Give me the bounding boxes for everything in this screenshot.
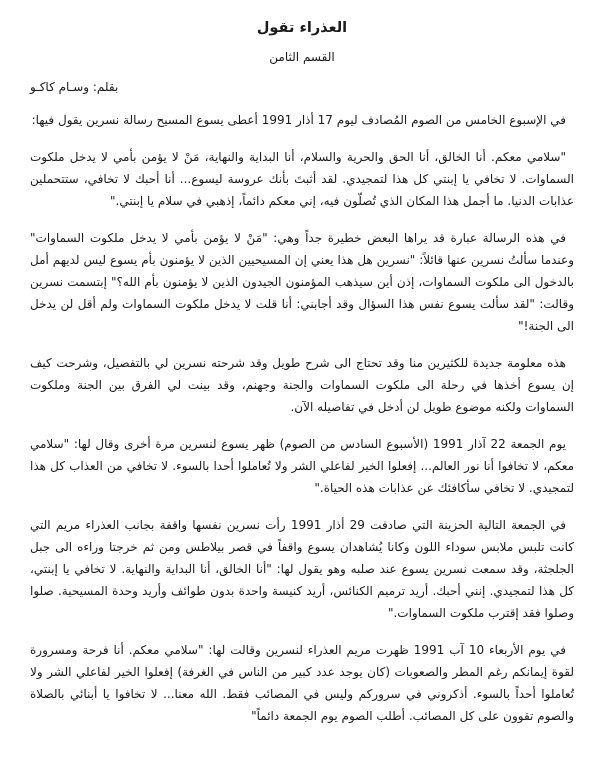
byline: بقلم: وسـام كاكـو <box>30 80 119 94</box>
page-title: العذراء تقول <box>256 20 348 36</box>
paragraph-explanation: هذه معلومة جديدة للكثيرين منا وقد تحتاج الى شرح طويل وقد شرحته نسرين لي بالتفصيل، وشرحت كيف إن يسوع أخذها في رحلة الى ملكوت السماوات والجنة وجهنم، وقد بينت لي الفرق بين الجنة وملكوت السماوات ولكنه موضوع طويل لن أدخل في تفاصيله الآن. <box>30 356 574 414</box>
paragraph-friday-march22: يوم الجمعة 22 آذار 1991 (الأسبوع السادس من الصوم) ظهر يسوع لنسرين مرة أخرى وقال لها: "سلامي معكم، لا تخافوا أنا نور العالم... إفعلوا الخير لفاعلي الشر ولا تُعاملوا أحدا بالسوء. لا تخافي من العذاب كل هذا لتمجيدي. لا تخافي سأكافئك عن عذابات هذه الحياة." <box>30 437 574 495</box>
paragraph-question-answer: في هذه الرسالة عبارة قد يراها البعض خطيرة جداً وهي: "مَنْ لا يؤمن بأمي لا يدخل ملكوت السماوات" وعندما سألتُ نسرين عنها قائلاً: "نسرين هل هذا يعني إن المسيحيين الذين لا يؤمنون بأم يسوع ليس لديهم أمل بالدخول الى ملكوت السماوات، إذن أين سيذهب المؤمنون الجيدون الذين لا يؤمنون بأم الله؟" إبتسمت نسرين وقالت: "لقد سألت يسوع نفس هذا السؤال وقد أجابني: أنا قلت لا يدخل ملكوت السماوات ولم أقل لن يدخل الى الجنة!" <box>30 231 574 333</box>
paragraph-august10-message: في يوم الأربعاء 10 آب 1991 ظهرت مريم العذراء لنسرين وقالت لها: "سلامي معكم. أنا فرحة ومسرورة لقوة إيمانكم رغم المطر والصعوبات (كان يوجد عدد كبير من الناس في الغرفة) إفعلوا الخير لفاعلي الشر ولا تُعاملوا أحداً بالسوء. أذكروني في سروركم وليس في المصائب فقط. الله معنا... لا تخافوا يا أبنائي بالصلاة والصوم تقوون على كل المصائب. أطلب الصوم يوم الجمعة دائماً" <box>30 643 574 723</box>
paragraph-good-friday-vision: في الجمعة التالية الحزينة التي صادفت 29 أذار 1991 رأت نسرين نفسها واقفة بجانب العذراء مريم التي كانت تلبس ملابس سوداء اللون وكانا يُشاهدان يسوع واقفاً في قصر بيلاطس ومن ثم خرجتا وراءه الى جبل الجلجثة، وقد سمعت نسرين يسوع عند صلبه وهو يقول لها: "أنا الخالق، أنا البداية والنهاية. لا تخافي يا إبنتي، كل هذا لتمجيدي. إنني أحبك. أريد ترميم الكنائس، أريد كنيسة واحدة بدون طوائف وأريد وحدة المسيحية. صلوا وصلوا فقد إقترب ملكوت السماوات." <box>30 518 574 620</box>
paragraph-intro-date: في الإسبوع الخامس من الصوم المُصادف ليوم 17 أذار 1991 أعطى يسوع المسيح رسالة نسرين يقول فيها: <box>31 113 566 127</box>
paragraph-message-quote: "سلامي معكم. أنا الخالق، أنا الحق والحرية والسلام، أنا البداية والنهاية، مَنْ لا يؤمن بأمي لا يدخل ملكوت السماوات. لا تخافي يا إبنتي كل هذا لتمجيدي. لقد أثبتَ بأنك عروسة ليسوع... أنا أحبك لا تخافي، ستتحملين عذابات الدنيا. ما أجمل هذا المكان الذي تُصلّون فيه، إني معكم دائماً، إذهبي في سلام يا إبنتي." <box>30 150 574 208</box>
section-heading: القسم الثامن <box>269 50 335 64</box>
